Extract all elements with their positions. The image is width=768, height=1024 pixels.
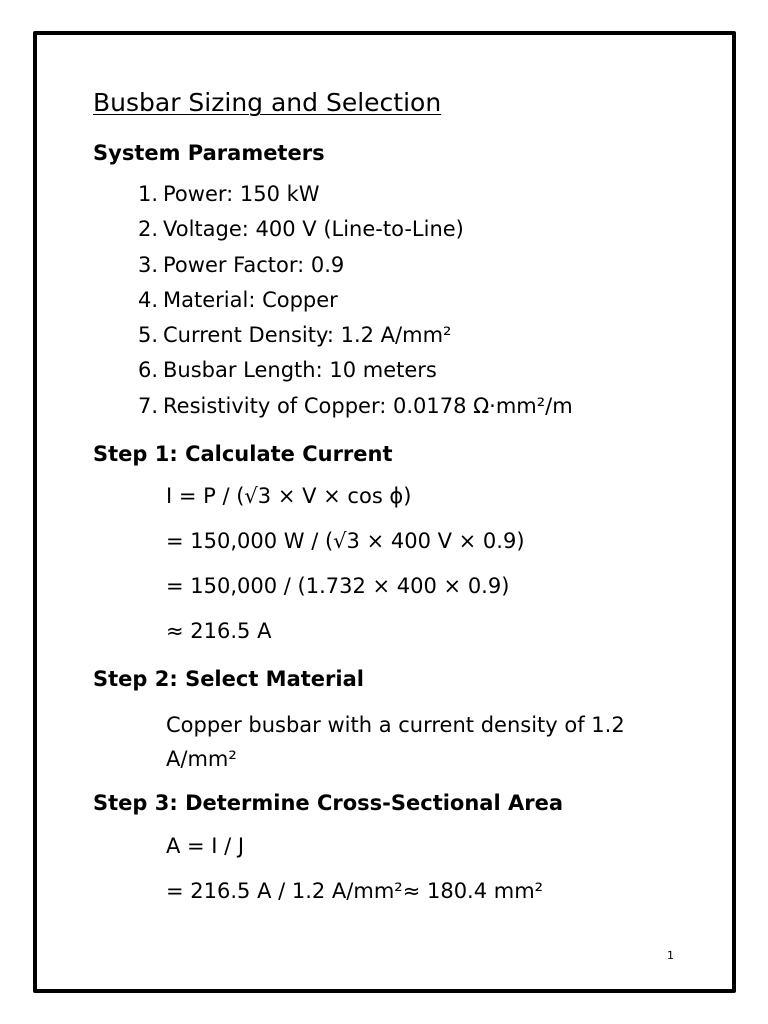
document-title: Busbar Sizing and Selection [93,88,442,117]
list-item-text: Power Factor: 0.9 [163,252,345,277]
list-item-number: 1. [138,182,159,206]
formula-line: I = P / (√3 × V × cos ϕ) [166,484,412,508]
list-item-number: 7. [138,393,159,418]
formula-line: = 150,000 / (1.732 × 400 × 0.9) [166,574,510,598]
list-item-number: 5. [138,323,159,348]
step3-heading: Step 3: Determine Cross-Sectional Area [93,791,564,815]
step1-heading: Step 1: Calculate Current [93,442,393,466]
formula-line: = 150,000 W / (√3 × 400 V × 0.9) [166,529,525,553]
list-item [138,358,573,393]
result-line: ≈ 216.5 A [166,619,272,643]
list-item [138,323,573,358]
list-item [138,253,573,288]
step2-paragraph: Copper busbar with a current density of 1.2 A/mm² [166,713,625,771]
list-item [138,182,573,217]
list-item-text: Resistivity of Copper: 0.0178 Ω·mm²/m [163,393,573,418]
list-item-number: 4. [138,287,159,312]
list-item-text: Busbar Length: 10 meters [163,358,437,383]
list-item [138,288,573,323]
list-item-number: 3. [138,252,159,277]
system-parameters-heading: System Parameters [93,141,325,165]
page-number: 1 [667,949,674,962]
formula-line: A = I / J [166,834,245,858]
list-item-text: Material: Copper [163,287,338,312]
list-item-text: Power: 150 kW [163,182,320,206]
list-item-number: 2. [138,217,159,242]
list-item-text: Current Density: 1.2 A/mm² [163,323,452,348]
list-item [138,217,573,252]
list-item-text: Voltage: 400 V (Line-to-Line) [163,217,464,242]
step2-heading: Step 2: Select Material [93,667,364,691]
list-item-number: 6. [138,358,159,383]
system-parameters-list [138,182,573,429]
result-line: = 216.5 A / 1.2 A/mm²≈ 180.4 mm² [166,879,544,903]
list-item [138,394,573,429]
page-border [33,31,736,993]
